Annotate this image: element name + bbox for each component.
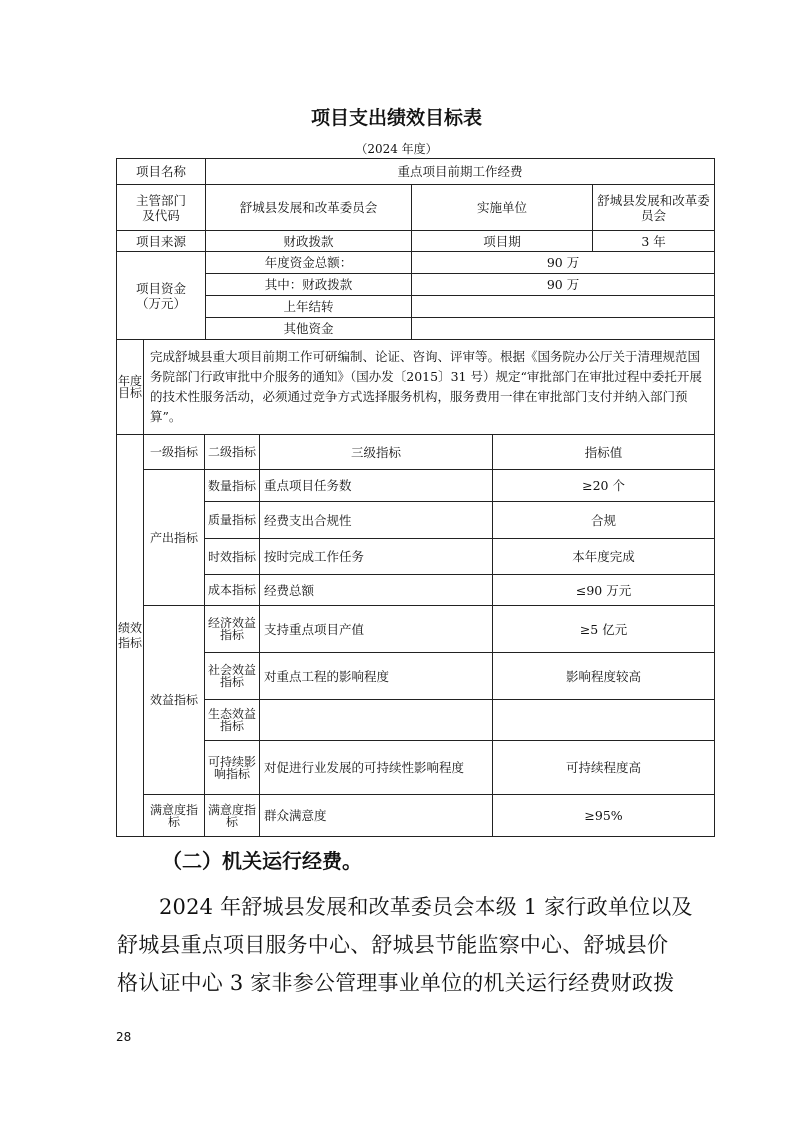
indicator-level2: 生态效益指标 xyxy=(205,700,260,741)
page-title: 项目支出绩效目标表 xyxy=(310,107,482,129)
indicator-level2: 数量指标 xyxy=(205,470,260,502)
table-row xyxy=(117,159,715,185)
indicator-level3: 经费总额 xyxy=(260,575,493,606)
indicator-value: ≤90 万元 xyxy=(493,575,715,606)
indicator-level3: 支持重点项目产值 xyxy=(260,606,493,653)
indicator-level3: 对重点工程的影响程度 xyxy=(260,653,493,700)
table-row xyxy=(117,435,715,470)
table-row xyxy=(117,653,715,700)
header-level2: 二级指标 xyxy=(205,435,260,470)
indicator-value: 影响程度较高 xyxy=(493,653,715,700)
section-paragraph xyxy=(117,888,699,1002)
source-label: 项目来源 xyxy=(117,231,206,252)
header-value: 指标值 xyxy=(493,435,715,470)
table-row xyxy=(117,252,715,274)
table-row xyxy=(117,539,715,575)
source-value: 财政拨款 xyxy=(206,231,412,252)
indicator-level3: 对促进行业发展的可持续性影响程度 xyxy=(260,741,493,795)
funds-row-label: 其中：财政拨款 xyxy=(206,274,412,296)
funds-row-label: 上年结转 xyxy=(206,296,412,318)
page-subtitle: （2024 年度） xyxy=(355,142,438,156)
indicator-level3: 重点项目任务数 xyxy=(260,470,493,502)
paragraph-line: 格认证中心 3 家非参公管理事业单位的机关运行经费财政拨 xyxy=(117,971,675,995)
paragraph-line: 2024 年舒城县发展和改革委员会本级 1 家行政单位以及 xyxy=(159,895,693,919)
benefit-indicators-label: 效益指标 xyxy=(144,606,205,795)
table-row xyxy=(117,502,715,539)
indicator-level3 xyxy=(260,700,493,741)
indicator-level2: 社会效益指标 xyxy=(205,653,260,700)
indicator-value xyxy=(493,700,715,741)
impl-label: 实施单位 xyxy=(412,185,593,231)
dept-value: 舒城县发展和改革委员会 xyxy=(206,185,412,231)
table-row xyxy=(117,575,715,606)
funds-row-value xyxy=(412,318,715,340)
header-level1: 一级指标 xyxy=(144,435,205,470)
indicator-level2: 经济效益指标 xyxy=(205,606,260,653)
table-row xyxy=(117,340,715,435)
indicator-level3: 按时完成工作任务 xyxy=(260,539,493,575)
paragraph-line: 舒城县重点项目服务中心、舒城县节能监察中心、舒城县价 xyxy=(117,933,669,957)
satisfaction-level2: 满意度指标 xyxy=(205,795,260,837)
indicator-level3: 经费支出合规性 xyxy=(260,502,493,539)
indicator-level2: 成本指标 xyxy=(205,575,260,606)
table-row xyxy=(117,231,715,252)
page-number: 28 xyxy=(116,1030,132,1044)
indicator-value: 合规 xyxy=(493,502,715,539)
satisfaction-value: ≥95% xyxy=(493,795,715,837)
indicator-value: 可持续程度高 xyxy=(493,741,715,795)
table-row xyxy=(117,274,715,296)
table-row xyxy=(117,795,715,837)
output-indicators-label: 产出指标 xyxy=(144,470,205,606)
period-value: 3 年 xyxy=(593,231,715,252)
indicator-level2: 质量指标 xyxy=(205,502,260,539)
table-row xyxy=(117,318,715,340)
impl-value: 舒城县发展和改革委员会 xyxy=(593,185,715,231)
funds-row-label: 年度资金总额： xyxy=(206,252,412,274)
indicator-level2: 可持续影响指标 xyxy=(205,741,260,795)
satisfaction-level3: 群众满意度 xyxy=(260,795,493,837)
header-level3: 三级指标 xyxy=(260,435,493,470)
performance-target-table xyxy=(116,158,715,837)
funds-row-value xyxy=(412,296,715,318)
annual-goal-text: 完成舒城县重大项目前期工作可研编制、论证、咨询、评审等。根据《国务院办公厅关于清理规范国务院部门行政审批中介服务的通知》（国办发〔2015〕31 号）规定“审批部门在审批过程中委托开展的技术性服务活动，必须通过竞争方式选择服务机构，服务费用一律在审批部门支付并纳入部门预算”。 xyxy=(144,340,715,435)
table-row xyxy=(117,700,715,741)
table-row xyxy=(117,741,715,795)
funds-row-label: 其他资金 xyxy=(206,318,412,340)
table-row xyxy=(117,606,715,653)
section-heading: （二）机关运行经费。 xyxy=(162,849,362,873)
indicator-value: ≥20 个 xyxy=(493,470,715,502)
period-label: 项目期 xyxy=(412,231,593,252)
satisfaction-level1: 满意度指标 xyxy=(144,795,205,837)
table-row xyxy=(117,470,715,502)
table-row xyxy=(117,185,715,231)
dept-label: 主管部门 及代码 xyxy=(117,185,206,231)
indicator-level2: 时效指标 xyxy=(205,539,260,575)
indicator-value: 本年度完成 xyxy=(493,539,715,575)
funds-row-value: 90 万 xyxy=(412,252,715,274)
table-row xyxy=(117,296,715,318)
funds-row-value: 90 万 xyxy=(412,274,715,296)
annual-goal-label: 年度目标 xyxy=(117,340,144,435)
project-name-label: 项目名称 xyxy=(117,159,206,185)
funds-label: 项目资金 （万元） xyxy=(117,252,206,340)
project-name-value: 重点项目前期工作经费 xyxy=(206,159,715,185)
indicator-value: ≥5 亿元 xyxy=(493,606,715,653)
perf-indicators-label: 绩效指标 xyxy=(117,435,144,837)
